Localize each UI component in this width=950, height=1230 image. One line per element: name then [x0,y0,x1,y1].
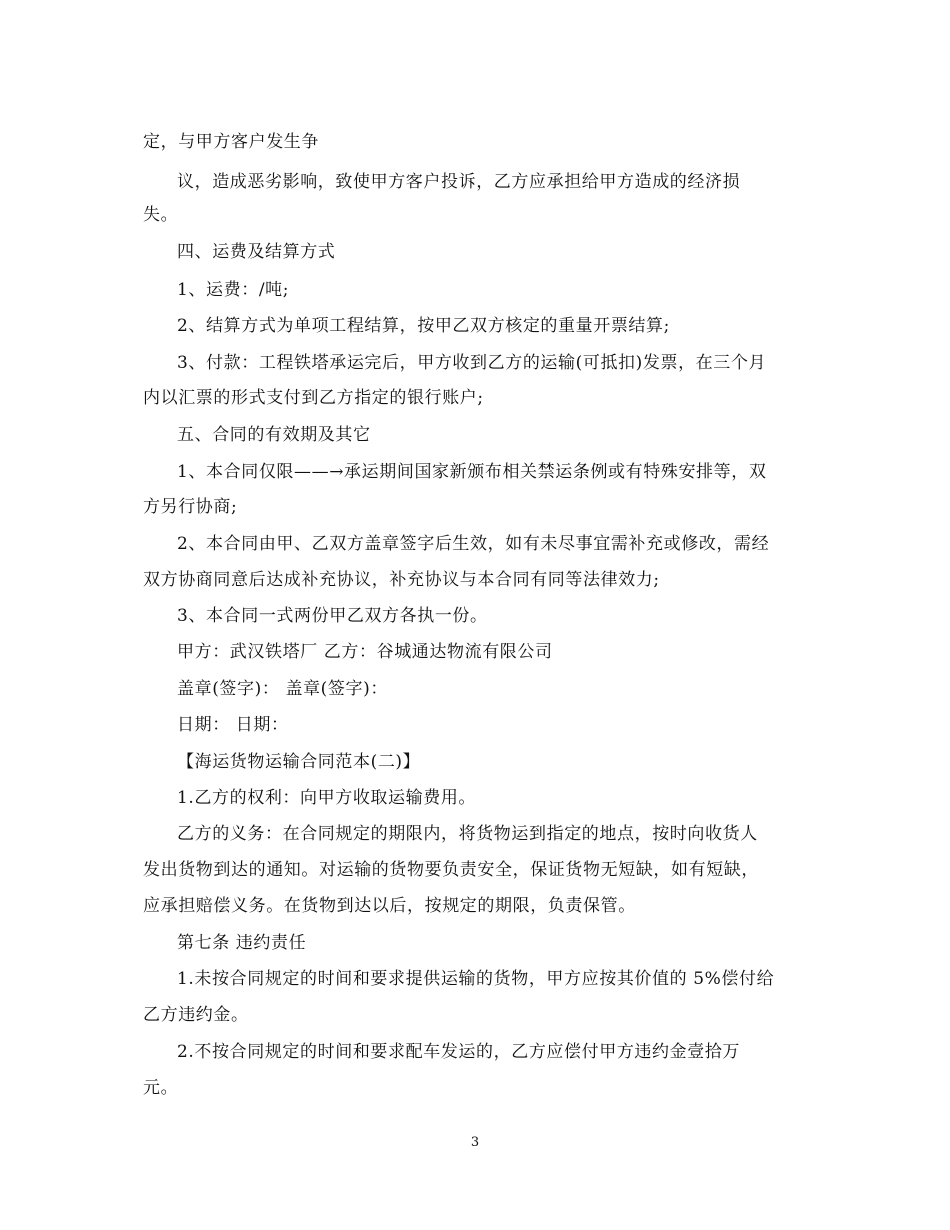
paragraph-line: 失。 [143,205,179,225]
paragraph-line: 1、运费：/吨; [177,280,290,300]
paragraph-line: 2、本合同由甲、乙双方盖章签字后生效，如有未尽事宜需补充或修改，需经 [177,534,770,554]
paragraph-line: 3、本合同一式两份甲乙双方各执一份。 [177,606,488,626]
seal-signature-line: 盖章(签字)： 盖章(签字)： [177,679,388,699]
paragraph-line: 1、本合同仅限——→承运期间国家新颁布相关禁运条例或有特殊安排等，双 [177,462,767,482]
paragraph-line: 1.乙方的权利：向甲方收取运输费用。 [177,788,477,808]
paragraph-line: 发出货物到达的通知。对运输的货物要负责安全，保证货物无短缺，如有短缺， [143,860,759,880]
paragraph-line: 1.未按合同规定的时间和要求提供运输的货物，甲方应按其价值的 5%偿付给 [177,969,775,989]
paragraph-line: 元。 [143,1078,179,1098]
page-number: 3 [470,1135,480,1150]
paragraph-line: 方另行协商; [143,497,238,517]
paragraph-line: 双方协商同意后达成补充协议，补充协议与本合同有同等法律效力; [143,570,660,590]
section-heading: 【海运货物运输合同范本(二)】 [177,752,421,772]
section-heading: 五、合同的有效期及其它 [177,425,371,445]
paragraph-line: 2、结算方式为单项工程结算，按甲乙双方核定的重量开票结算; [177,316,670,336]
party-names: 甲方：武汉铁塔厂 乙方：谷城通达物流有限公司 [177,642,553,662]
paragraph-line: 乙方违约金。 [143,1005,249,1025]
date-line: 日期： 日期： [177,715,289,735]
paragraph-line: 3、付款：工程铁塔承运完后，甲方收到乙方的运输(可抵扣)发票，在三个月 [177,353,767,373]
paragraph-line: 议，造成恶劣影响，致使甲方客户投诉，乙方应承担给甲方造成的经济损 [177,172,741,192]
paragraph-line: 定，与甲方客户发生争 [143,132,319,152]
section-heading: 第七条 违约责任 [177,933,307,953]
paragraph-line: 应承担赔偿义务。在货物到达以后，按规定的期限，负责保管。 [143,896,636,916]
paragraph-line: 2.不按合同规定的时间和要求配车发运的，乙方应偿付甲方违约金壹拾万 [177,1042,741,1062]
section-heading: 四、运费及结算方式 [177,242,336,262]
paragraph-line: 乙方的义务：在合同规定的期限内，将货物运到指定的地点，按时向收货人 [177,824,758,844]
paragraph-line: 内以汇票的形式支付到乙方指定的银行账户; [143,388,484,408]
